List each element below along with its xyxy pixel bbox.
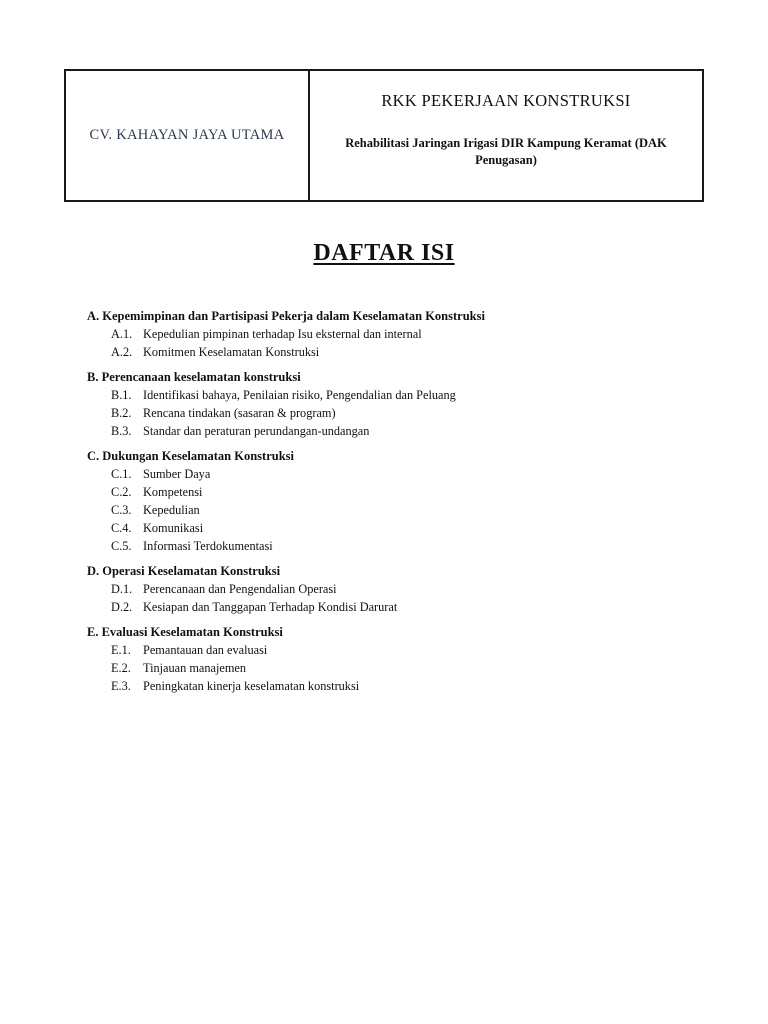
toc-section [87,447,727,555]
toc-item-number: C.5. [111,539,132,553]
toc-item-number: E.2. [111,661,131,675]
toc-item [87,325,727,343]
toc-item-label: Kompetensi [143,485,203,499]
document-header-table [64,69,704,202]
toc-item [87,483,727,501]
toc-item-number: D.1. [111,582,133,596]
toc-item [87,537,727,555]
toc-item-number: E.1. [111,643,131,657]
toc-item-label: Komunikasi [143,521,204,535]
page-title: DAFTAR ISI [313,240,455,266]
toc-section [87,307,727,361]
toc-item [87,519,727,537]
toc-item-label: Peningkatan kinerja keselamatan konstruksi [143,679,360,693]
document-title: RKK PEKERJAAN KONSTRUKSI [381,91,631,110]
toc-item-number: D.2. [111,600,133,614]
toc-section [87,368,727,440]
toc-item [87,343,727,361]
toc-item [87,598,727,616]
toc-item-number: B.2. [111,406,132,420]
toc-section-heading: A. Kepemimpinan dan Partisipasi Pekerja dalam Keselamatan Konstruksi [87,309,485,323]
toc-item [87,659,727,677]
toc-item-number: C.3. [111,503,132,517]
toc-item-label: Kepedulian [143,503,200,517]
toc-item [87,580,727,598]
toc-item-label: Kesiapan dan Tanggapan Terhadap Kondisi Darurat [143,600,398,614]
toc-item [87,501,727,519]
toc-item-label: Rencana tindakan (sasaran & program) [143,406,336,420]
toc-item [87,465,727,483]
toc-item-label: Pemantauan dan evaluasi [143,643,268,657]
toc-item-label: Kepedulian pimpinan terhadap Isu eksternal dan internal [143,327,422,341]
company-cell [66,71,310,200]
toc-item-number: E.3. [111,679,131,693]
toc-section-heading: D. Operasi Keselamatan Konstruksi [87,564,281,578]
toc-item-number: B.3. [111,424,132,438]
toc-item [87,677,727,695]
toc-section [87,562,727,616]
toc-item-number: A.1. [111,327,133,341]
toc-item-number: C.2. [111,485,132,499]
toc-item-label: Komitmen Keselamatan Konstruksi [143,345,320,359]
project-name: Rehabilitasi Jaringan Irigasi DIR Kampung Keramat (DAK Penugasan) [345,136,667,167]
toc-item-label: Informasi Terdokumentasi [143,539,273,553]
company-name: CV. KAHAYAN JAYA UTAMA [89,127,285,143]
toc-item-number: A.2. [111,345,133,359]
toc-item-label: Perencanaan dan Pengendalian Operasi [143,582,337,596]
toc-item-number: C.4. [111,521,132,535]
toc-item-label: Tinjauan manajemen [143,661,247,675]
toc-item [87,404,727,422]
toc-item [87,386,727,404]
toc-item-label: Standar dan peraturan perundangan-undangan [143,424,370,438]
toc-item-label: Sumber Daya [143,467,211,481]
project-cell [310,71,702,200]
toc-item-label: Identifikasi bahaya, Penilaian risiko, Pengendalian dan Peluang [143,388,456,402]
toc-item-number: C.1. [111,467,132,481]
toc-section-heading: E. Evaluasi Keselamatan Konstruksi [87,625,283,639]
toc-section [87,623,727,695]
toc-section-heading: B. Perencanaan keselamatan konstruksi [87,370,301,384]
toc-item [87,422,727,440]
table-of-contents [87,307,727,702]
toc-item-number: B.1. [111,388,132,402]
toc-item [87,641,727,659]
toc-section-heading: C. Dukungan Keselamatan Konstruksi [87,449,294,463]
